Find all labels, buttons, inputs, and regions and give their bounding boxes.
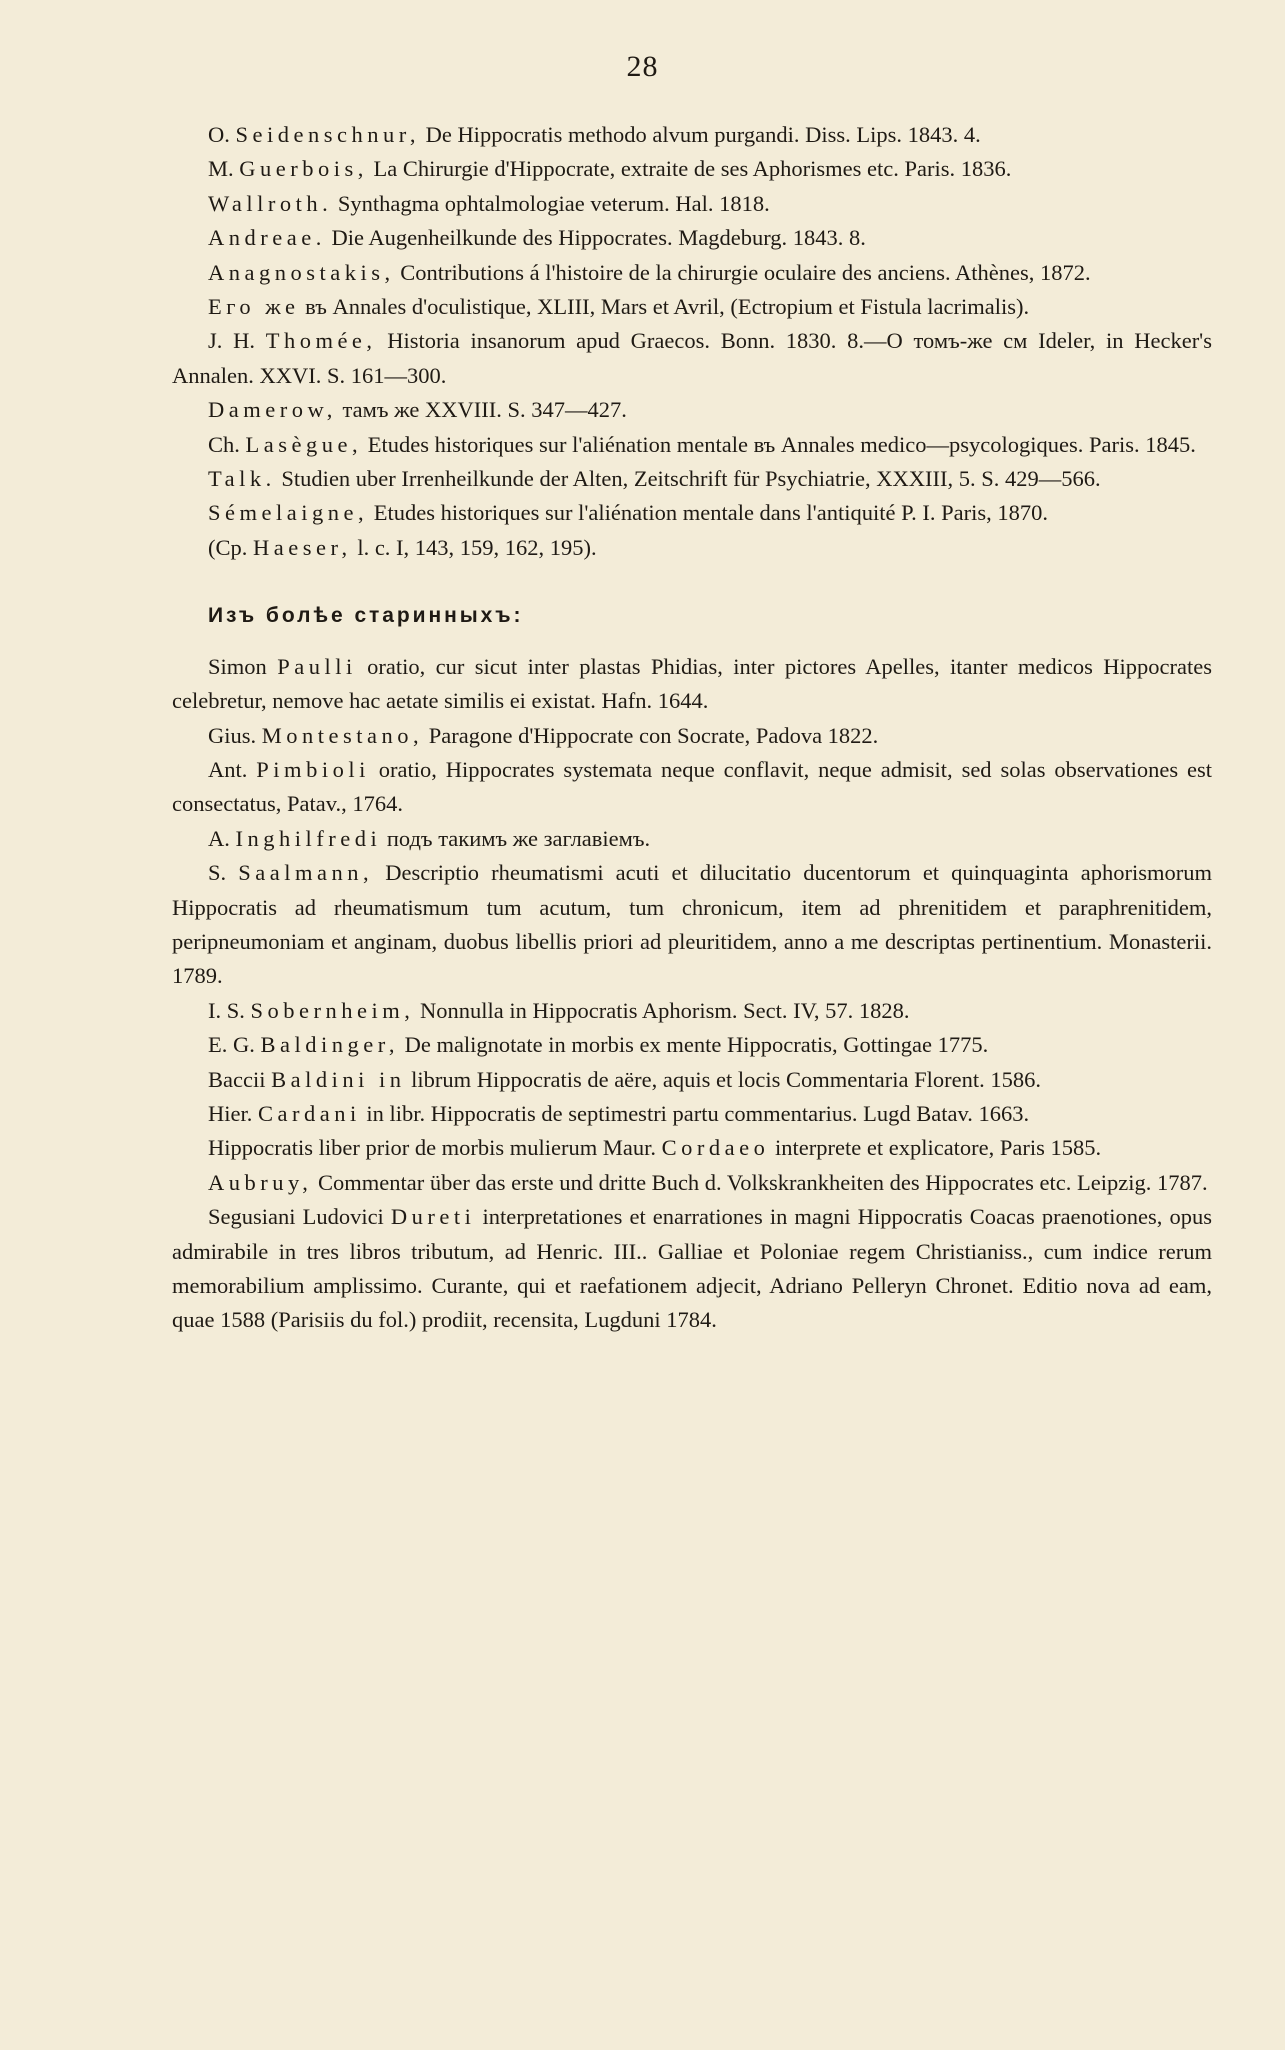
entry-text: Contributions á l'histoire de la chirurgie oculaire des anciens. Athènes, 1872. [394, 259, 1091, 285]
entry-text: Die Augenheilkunde des Hippocrates. Magdeburg. 1843. 8. [325, 225, 866, 251]
bibliography-list-older [172, 650, 1212, 1338]
entry-author: Guerbois, [239, 156, 368, 182]
entry-author: Wallroth. [208, 190, 333, 216]
entry-text: interprete et explicatore, Paris 1585. [769, 1135, 1102, 1161]
entry-prefix: I. S. [208, 997, 251, 1023]
bibliography-entry [172, 428, 1212, 462]
bibliography-entry [172, 256, 1212, 290]
entry-author: Montestano, [261, 722, 424, 748]
entry-author: Saalmann, [238, 860, 374, 886]
bibliography-entry [172, 531, 1212, 565]
entry-author: Aubruy, [208, 1169, 313, 1195]
bibliography-entry [172, 118, 1212, 152]
entry-author: Andreae. [208, 225, 326, 251]
entry-prefix: A. [208, 825, 236, 851]
entry-prefix: Segusiani Ludovici [208, 1204, 391, 1230]
bibliography-entry [172, 1131, 1212, 1165]
entry-prefix: Simon [208, 653, 278, 679]
page-number: 28 [626, 50, 659, 83]
bibliography-entry [172, 324, 1212, 393]
bibliography-entry [172, 856, 1212, 994]
entry-prefix: M. [208, 156, 240, 182]
entry-text: l. c. I, 143, 159, 162, 195). [351, 534, 597, 560]
entry-prefix: Baccii [208, 1066, 272, 1092]
entry-prefix: Ant. [208, 756, 257, 782]
entry-text: De Hippocratis methodo alvum purgandi. Diss. Lips. 1843. 4. [419, 122, 981, 147]
entry-text: въ Annales d'oculistique, XLIII, Mars et Avril, (Ectropium et Fistula lacrimalis). [299, 294, 1030, 320]
entry-prefix: Gius. [208, 722, 262, 748]
entry-author: Baldinger, [260, 1032, 399, 1058]
entry-text: Historia insanorum apud Graecos. Bonn. 1830. 8.—О томъ-же см Ideler, in Hecker's Annalen. XXVI. S. 161—300. [172, 328, 1212, 388]
entry-author: Cordaeo [661, 1135, 770, 1161]
entry-text: Etudes historiques sur l'aliénation mentale въ Annales medico—psycologiques. Paris. 1845. [362, 431, 1196, 457]
entry-text: oratio, Hippocrates systemata neque conflavit, neque admisit, sed solas observationes est consectatus, Patav., 1764. [172, 756, 1212, 817]
entry-text: Paragone d'Hippocrate con Socrate, Padova 1822. [423, 722, 879, 748]
entry-author: Lasègue, [245, 431, 363, 457]
entry-text: Descriptio rheumatismi acuti et dilucitatio ducentorum et quinquaginta aphorismorum Hippocratis ad rheumatismum tum acutum, tum chronicum, item ad phrenitidem et paraphrenitidem, peripneumoniam et anginam, duobus libellis priori ad pleuritidem, anno a me descriptas pertinentium. Monasterii. 1789. [172, 860, 1213, 989]
entry-prefix: Ch. [208, 431, 246, 457]
entry-prefix: J. H. [208, 328, 266, 354]
entry-text: Synthagma ophtalmologiae veterum. Hal. 1818. [332, 190, 770, 216]
entry-text: in libr. Hippocratis de septimestri partu commentarius. Lugd Batav. 1663. [360, 1100, 1030, 1126]
bibliography-entry [172, 1097, 1212, 1131]
entry-text: Etudes historiques sur l'aliénation mentale dans l'antiquité P. I. Paris, 1870. [368, 500, 1048, 526]
entry-author: Seidenschnur, [235, 122, 420, 147]
entry-author: Anagnostakis, [208, 259, 395, 285]
entry-author: Sémelaigne, [208, 500, 369, 526]
bibliography-entry [172, 290, 1212, 324]
bibliography-entry [172, 1028, 1212, 1062]
entry-text: тамъ же XXVIII. S. 347—427. [336, 397, 627, 423]
bibliography-entry [172, 753, 1212, 822]
entry-text: Commentar über das erste und dritte Buch d. Volkskrankheiten des Hippocrates etc. Leipzig. 1787. [312, 1169, 1208, 1195]
entry-prefix: O. [208, 122, 236, 147]
entry-text: Nonnulla in Hippocratis Aphorism. Sect. IV, 57. 1828. [414, 997, 910, 1023]
entry-author: Damerow, [208, 397, 337, 423]
bibliography-entry [172, 152, 1212, 186]
bibliography-entry [172, 1166, 1212, 1200]
bibliography-entry [172, 1200, 1212, 1338]
bibliography-entry [172, 187, 1212, 221]
entry-author: Talk. [208, 466, 276, 492]
bibliography-entry [172, 650, 1212, 719]
bibliography-entry [172, 496, 1212, 530]
entry-author: Paulli [277, 653, 357, 679]
entry-author: Его же [208, 294, 300, 320]
bibliography-entry [172, 393, 1212, 427]
bibliography-entry [172, 1063, 1212, 1097]
bibliography-entry [172, 462, 1212, 496]
entry-text: подъ такимъ же заглавіемъ. [381, 825, 651, 851]
entry-author: Inghilfredi [235, 825, 382, 851]
entry-text: Studien uber Irrenheilkunde der Alten, Zeitschrift für Psychiatrie, XXXIII, 5. S. 429—566. [275, 466, 1101, 492]
section-heading-older-works: Изъ болѣе старинныхъ: [208, 604, 524, 628]
bibliography-entry [172, 221, 1212, 255]
bibliography-body [172, 118, 1212, 1338]
entry-text: librum Hippocratis de aëre, aquis et locis Commentaria Florent. 1586. [405, 1066, 1041, 1092]
entry-prefix: (Ср. [208, 534, 253, 560]
entry-author: Sobernheim, [250, 997, 415, 1023]
entry-author: Dureti [390, 1204, 476, 1230]
bibliography-entry [172, 822, 1212, 856]
entry-text: La Chirurgie d'Hippocrate, extraite de ses Aphorismes etc. Paris. 1836. [367, 156, 1012, 182]
entry-prefix: Hier. [208, 1100, 258, 1126]
entry-author: Thomée, [265, 328, 377, 354]
entry-text: De malignotate in morbis ex mente Hippocratis, Gottingae 1775. [398, 1032, 989, 1058]
entry-author: Baldini in [271, 1066, 406, 1092]
entry-text: oratio, cur sicut inter plastas Phidias, inter pictores Apelles, itanter medicos Hippocrates celebretur, nemove hac aetate similis ei existat. Hafn. 1644. [172, 653, 1212, 714]
bibliography-entry [172, 719, 1212, 753]
entry-prefix: E. G. [208, 1032, 261, 1058]
entry-author: Pimbioli [256, 756, 370, 782]
entry-prefix: S. [208, 860, 239, 886]
bibliography-list-modern [172, 118, 1212, 565]
bibliography-entry [172, 994, 1212, 1028]
entry-prefix: Hippocratis liber prior de morbis mulierum Maur. [208, 1135, 662, 1161]
entry-author: Haeser, [253, 534, 352, 560]
entry-text: interpretationes et enarrationes in magni Hippocratis Coacas praenotiones, opus admirabile in tres libros tributum, ad Henric. III.. Galliae et Poloniae regem Christianiss., cum indice rerum memorabilium amplissimo. Curante, qui et raefationem adjecit, Adriano Pelleryn Chronet. Editio nova ad eam, quae 1588 (Parisiis du fol.) prodiit, recensita, Lugduni 1784. [172, 1204, 1212, 1333]
entry-author: Cardani [258, 1100, 361, 1126]
